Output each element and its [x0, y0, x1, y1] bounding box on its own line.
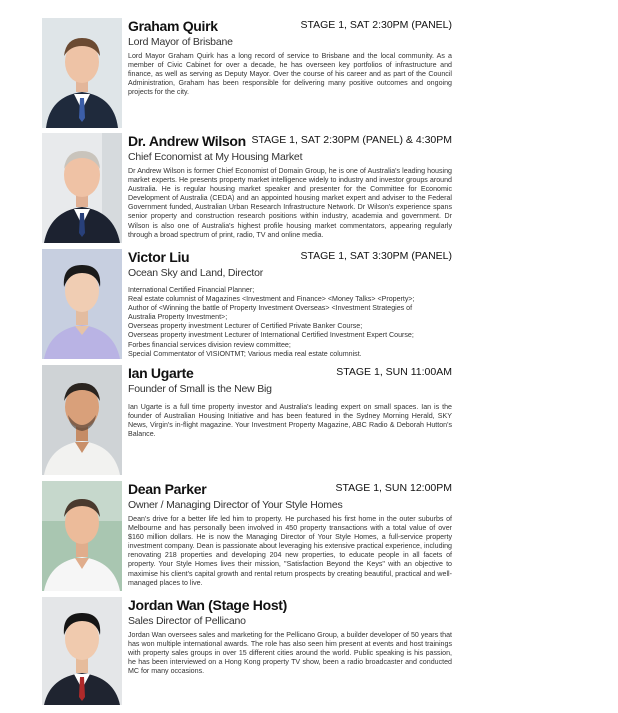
speaker-name: Victor Liu — [128, 249, 190, 265]
session-time: STAGE 1, SAT 3:30PM (PANEL) — [300, 250, 452, 262]
speaker-photo — [42, 365, 122, 475]
speaker-name: Dean Parker — [128, 481, 207, 497]
speaker-bio: International Certified Financial Planner; Real estate columnist of Magazines <Investment and Finance> <Money Talks> <Property>; Author of <Winning the battle of Property Investment Overseas> <Investment Strategies of Australia Property Investment>; Overseas property investment Lecturer of Certified Private Banker Course; Overseas property investment Lecturer of International Certified Investment Expert Course; Forbes financial services division review committee; Special Commentator of VISIONTMT; Various media real estate columnist. — [128, 286, 415, 358]
speaker-role: Chief Economist at My Housing Market — [128, 151, 303, 163]
speaker-name: Graham Quirk — [128, 18, 218, 34]
speaker-bio: Jordan Wan oversees sales and marketing for the Pellicano Group, a builder developer of 50 years that has won multiple international awards. The role has also seen him present at events and host trainings with property sales groups in over 15 different cities around the world. Public speaking is his passion, he has been interviewed on a Hong Kong property TV show, been a radio broadcaster and conducted MC for many occasions. — [128, 631, 452, 676]
session-time: STAGE 1, SUN 12:00PM — [335, 482, 452, 494]
speaker-name: Ian Ugarte — [128, 365, 194, 381]
speaker-bio: Dean's drive for a better life led him to property. He purchased his first home in the outer suburbs of Melbourne and has personally been involved in 450 property transactions with a total value of over $160 million dollars. He is now the Managing Director of Your Style Homes, a full-service property investment company. Dean is passionate about leveraging his extensive practical experience, including renovating 218 properties and developing 204 new properties, to educate people in all facets of property. Your Style Homes lives their mission, "Satisfaction Beyond the Keys" with an objective to maximise his client's capital growth and rental return prospects by creating beautiful, practical and well-managed places to live. — [128, 515, 452, 587]
speaker-bio: Dr Andrew Wilson is former Chief Economist of Domain Group, he is one of Australia's leading housing market experts. He presents property market intelligence widely to industry and investor groups around Australia. He is regular housing market speaker and presenter for the Committee for Economic Development of Australia (CEDA) and an appointed housing market expert and adviser to the Federal Government funded, Australian Urban Research Infrastructure Network. Dr Wilson's experience spans senior property and construction research positions within industry, academia and government. Dr Wilson is also one of Australia's highest profile housing market commentators, appearing regularly through a broad spectrum of print, radio, TV and online media. — [128, 167, 452, 239]
speaker-bio: Ian Ugarte is a full time property investor and Australia's leading expert on small spaces. Ian is the founder of Australian Housing Initiative and has been featured in the Sydney Morning Herald, SKY News, Virgin's in-flight magazine. Your Investment Property Magazine, ABC Radio & Deborah Hutton's Balance. — [128, 403, 452, 439]
session-time: STAGE 1, SUN 11:00AM — [336, 366, 452, 378]
speaker-role: Owner / Managing Director of Your Style Homes — [128, 499, 343, 511]
session-time: STAGE 1, SAT 2:30PM (PANEL) — [300, 19, 452, 31]
speaker-role: Founder of Small is the New Big — [128, 383, 272, 395]
session-time: STAGE 1, SAT 2:30PM (PANEL) & 4:30PM — [251, 134, 452, 146]
speaker-photo — [42, 597, 122, 705]
speaker-bio: Lord Mayor Graham Quirk has a long record of service to Brisbane and the local community. As a member of Civic Cabinet for over a decade, he has overseen key portfolios of infrastructure and finance, as well as serving as Deputy Mayor. Over the course of his career and as part of the Council Administration, Graham has been responsible for delivering many positive outcomes and ongoing projects for the city. — [128, 52, 452, 97]
speaker-role: Sales Director of Pellicano — [128, 615, 246, 627]
speaker-photo — [42, 249, 122, 359]
speaker-role: Ocean Sky and Land, Director — [128, 267, 264, 279]
speaker-name: Dr. Andrew Wilson — [128, 133, 246, 149]
speaker-role: Lord Mayor of Brisbane — [128, 36, 233, 48]
speaker-photo — [42, 481, 122, 591]
speaker-photo — [42, 133, 122, 243]
speaker-photo — [42, 18, 122, 128]
speaker-name: Jordan Wan (Stage Host) — [128, 597, 288, 613]
